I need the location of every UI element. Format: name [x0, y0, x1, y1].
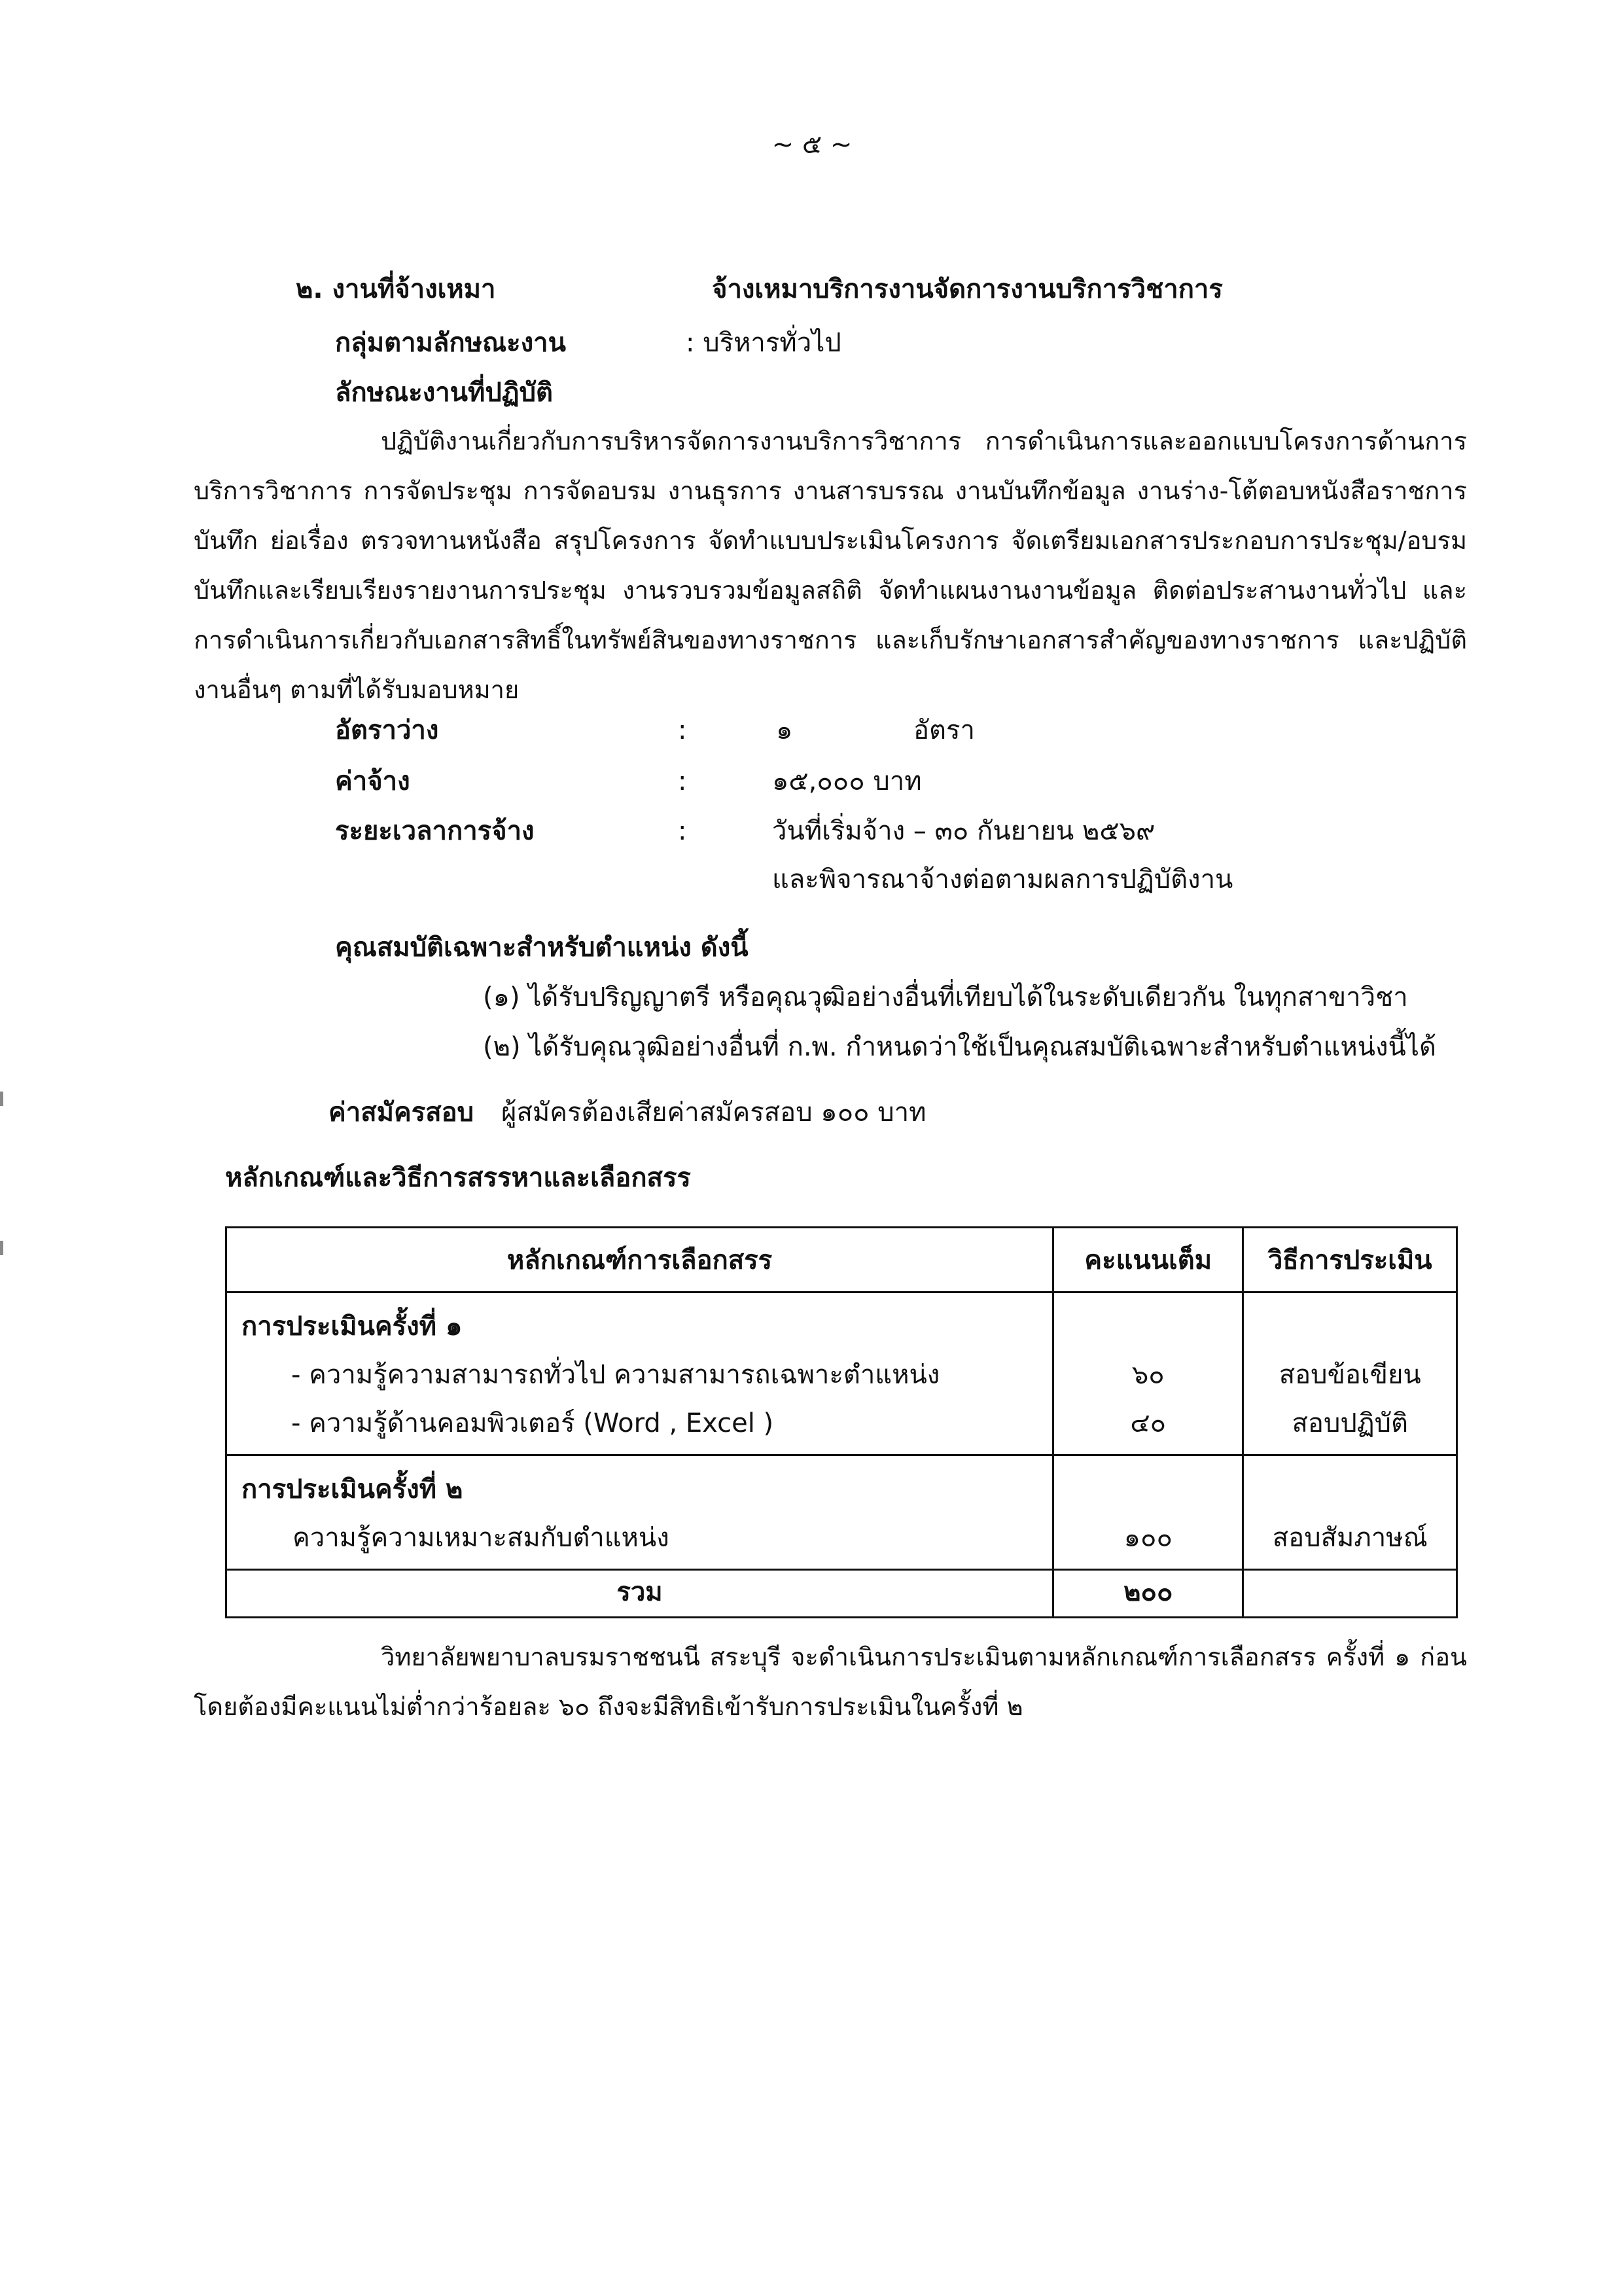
scan-mark — [0, 1092, 3, 1106]
selection-heading: หลักเกณฑ์และวิธีการสรรหาและเลือกสรร — [225, 1163, 691, 1193]
round2-criterion: ความรู้ความเหมาะสมกับตำแหน่ง — [292, 1523, 669, 1553]
round1-method: สอบข้อเขียน — [1279, 1360, 1421, 1390]
round2-title: การประเมินครั้งที่ ๒ — [241, 1474, 463, 1504]
vacancy-colon: : — [678, 715, 687, 745]
period-value: วันที่เริ่มจ้าง – ๓๐ กันยายน ๒๕๖๙ — [772, 816, 1156, 846]
job-heading: ๒. งานที่จ้างเหมา — [296, 274, 496, 304]
vacancy-label: อัตราว่าง — [335, 715, 439, 745]
qualification-item: (๒) ได้รับคุณวุฒิอย่างอื่นที่ ก.พ. กำหนดว่าใช้เป็นคุณสมบัติเฉพาะสำหรับตำแหน่งนี้ได้ — [483, 1032, 1436, 1062]
round2-method: สอบสัมภาษณ์ — [1272, 1523, 1428, 1553]
duties-label: ลักษณะงานที่ปฏิบัติ — [335, 378, 554, 408]
round1-score: ๖๐ — [1131, 1360, 1165, 1390]
fee-text: ผู้สมัครต้องเสียค่าสมัครสอบ ๑๐๐ บาท — [501, 1097, 927, 1128]
group-label: กลุ่มตามลักษณะงาน — [335, 328, 566, 358]
total-method-empty — [1243, 1570, 1457, 1618]
scan-mark — [0, 1241, 3, 1255]
round1-criterion: - ความรู้ด้านคอมพิวเตอร์ (Word , Excel ) — [291, 1408, 774, 1438]
period-colon: : — [678, 816, 687, 846]
vacancy-value: ๑ — [776, 715, 793, 745]
period-label: ระยะเวลาการจ้าง — [335, 816, 535, 846]
job-title: จ้างเหมาบริการงานจัดการงานบริการวิชาการ — [712, 274, 1223, 304]
wage-colon: : — [678, 766, 687, 796]
qualifications-heading: คุณสมบัติเฉพาะสำหรับตำแหน่ง ดังนี้ — [335, 933, 749, 963]
header-method: วิธีการประเมิน — [1243, 1228, 1457, 1292]
duties-paragraph: ปฏิบัติงานเกี่ยวกับการบริหารจัดการงานบริการวิชาการ การดำเนินการและออกแบบโครงการด้านการบริการวิชาการ การจัดประชุม การจัดอบรม งานธุรการ งานสารบรรณ งานบันทึกข้อมูล งานร่าง-โต้ตอบหนังสือราชการ บันทึก ย่อเรื่อง ตรวจทานหนังสือ สรุปโครงการ จัดทำแบบประเมินโครงการ จัดเตรียมเอกสารประกอบการประชุม/อบรม บันทึกและเรียบเรียงรายงานการประชุม งานรวบรวมข้อมูลสถิติ จัดทำแผนงานงานข้อมูล ติดต่อประสานงานทั่วไป และการดำเนินการเกี่ยวกับเอกสารสิทธิ์ในทรัพย์สินของทางราชการ และเก็บรักษาเอกสารสำคัญของทางราชการ และปฏิบัติงานอื่นๆ ตามที่ได้รับมอบหมาย — [194, 427, 1467, 704]
qualification-item: (๑) ได้รับปริญญาตรี หรือคุณวุฒิอย่างอื่นที่เทียบได้ในระดับเดียวกัน ในทุกสาขาวิชา — [483, 982, 1408, 1012]
group-value: : บริหารทั่วไป — [686, 328, 841, 358]
header-score: คะแนนเต็ม — [1053, 1228, 1243, 1292]
header-criterion: หลักเกณฑ์การเลือกสรร — [226, 1228, 1053, 1292]
vacancy-unit: อัตรา — [913, 715, 975, 745]
round1-title: การประเมินครั้งที่ ๑ — [241, 1311, 463, 1342]
round1-method: สอบปฏิบัติ — [1292, 1408, 1408, 1438]
footer-paragraph: วิทยาลัยพยาบาลบรมราชชนนี สระบุรี จะดำเนินการประเมินตามหลักเกณฑ์การเลือกสรร ครั้งที่ ๑ ก่อน โดยต้องมีคะแนนไม่ต่ำกว่าร้อยละ ๖๐ ถึงจะมีสิทธิเข้ารับการประเมินในครั้งที่ ๒ — [194, 1643, 1467, 1721]
wage-value: ๑๕,๐๐๐ บาท — [772, 766, 922, 796]
total-label: รวม — [226, 1570, 1053, 1618]
table-row-round2 — [226, 1455, 1457, 1570]
round1-criterion: - ความรู้ความสามารถทั่วไป ความสามารถเฉพาะตำแหน่ง — [291, 1360, 940, 1390]
criteria-table — [225, 1226, 1458, 1618]
wage-label: ค่าจ้าง — [335, 766, 410, 796]
total-score: ๒๐๐ — [1053, 1570, 1243, 1618]
page-number: ~ ๕ ~ — [771, 130, 853, 160]
table-row-round1 — [226, 1292, 1457, 1455]
round2-score: ๑๐๐ — [1123, 1523, 1173, 1553]
table-total-row — [226, 1570, 1457, 1618]
fee-label: ค่าสมัครสอบ — [328, 1097, 474, 1128]
table-header-row — [226, 1228, 1457, 1292]
period-note: และพิจารณาจ้างต่อตามผลการปฏิบัติงาน — [772, 864, 1233, 895]
round1-score: ๔๐ — [1130, 1408, 1167, 1438]
